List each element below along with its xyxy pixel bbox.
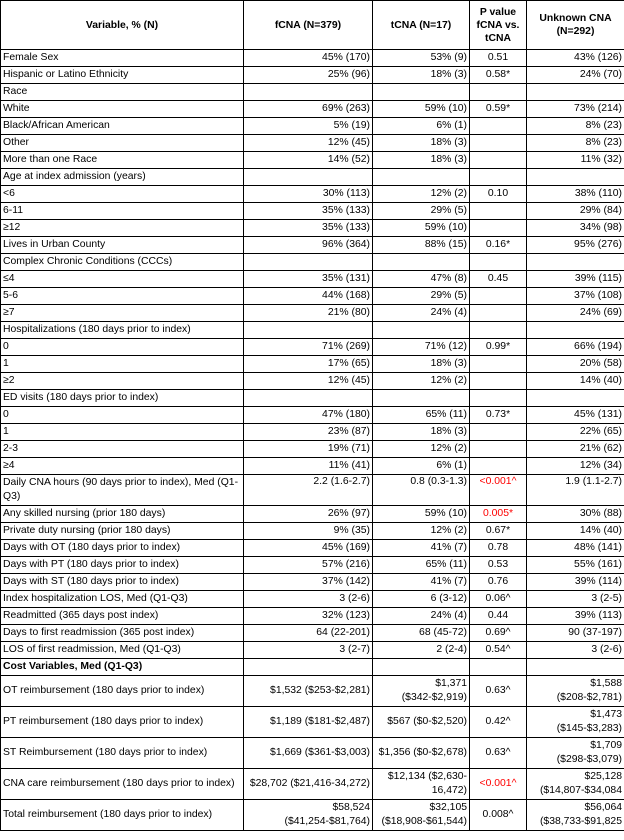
unknown-cna-cell: 8% (23) <box>527 135 624 152</box>
unknown-cna-cell: 45% (131) <box>527 407 624 424</box>
fcna-cell: 5% (19) <box>244 118 373 135</box>
unknown-cna-cell: 21% (62) <box>527 441 624 458</box>
table-row <box>1 135 624 152</box>
fcna-cell: 3 (2-6) <box>244 591 373 608</box>
unknown-cna-cell: 3 (2-5) <box>527 591 624 608</box>
table-row <box>1 220 624 237</box>
tcna-cell: 18% (3) <box>373 67 470 84</box>
tcna-cell <box>373 169 470 186</box>
p-value-cell: 0.008^ <box>470 800 527 831</box>
p-value-cell: 0.63^ <box>470 676 527 707</box>
unknown-cna-cell: 29% (84) <box>527 203 624 220</box>
fcna-cell: 35% (131) <box>244 271 373 288</box>
unknown-cna-cell: 11% (32) <box>527 152 624 169</box>
tcna-cell: 18% (3) <box>373 424 470 441</box>
row-label: PT reimbursement (180 days prior to index) <box>1 707 244 738</box>
unknown-cna-cell: $25,128 ($14,807-$34,084 <box>527 769 624 800</box>
row-label: Other <box>1 135 244 152</box>
tcna-cell: 59% (10) <box>373 101 470 118</box>
row-label: ≥7 <box>1 305 244 322</box>
fcna-cell: $28,702 ($21,416-34,272) <box>244 769 373 800</box>
table-row <box>1 574 624 591</box>
row-label: 5-6 <box>1 288 244 305</box>
table-row <box>1 356 624 373</box>
tcna-cell: $12,134 ($2,630-16,472) <box>373 769 470 800</box>
fcna-cell: 25% (96) <box>244 67 373 84</box>
row-label: Days with ST (180 days prior to index) <box>1 574 244 591</box>
fcna-cell: 2.2 (1.6-2.7) <box>244 475 373 506</box>
tcna-cell <box>373 390 470 407</box>
fcna-cell: 69% (263) <box>244 101 373 118</box>
p-value-cell: 0.10 <box>470 186 527 203</box>
row-label: 0 <box>1 407 244 424</box>
unknown-cna-cell: 20% (58) <box>527 356 624 373</box>
p-value-cell <box>470 220 527 237</box>
row-label: ≤4 <box>1 271 244 288</box>
fcna-cell <box>244 254 373 271</box>
fcna-cell: 26% (97) <box>244 506 373 523</box>
p-value-cell <box>470 305 527 322</box>
tcna-cell: 53% (9) <box>373 50 470 67</box>
unknown-cna-cell: 43% (126) <box>527 50 624 67</box>
p-value-cell: 0.63^ <box>470 738 527 769</box>
tcna-cell: 29% (5) <box>373 288 470 305</box>
table-row <box>1 271 624 288</box>
table-row <box>1 118 624 135</box>
unknown-cna-cell: 14% (40) <box>527 373 624 390</box>
fcna-cell: 30% (113) <box>244 186 373 203</box>
p-value-cell <box>470 659 527 676</box>
table-row <box>1 738 624 769</box>
row-label: 0 <box>1 339 244 356</box>
header-unknown-cna: Unknown CNA (N=292) <box>527 1 624 50</box>
unknown-cna-cell: 22% (65) <box>527 424 624 441</box>
tcna-cell: 29% (5) <box>373 203 470 220</box>
p-value-cell: 0.005* <box>470 506 527 523</box>
fcna-cell: 37% (142) <box>244 574 373 591</box>
unknown-cna-cell: 38% (110) <box>527 186 624 203</box>
tcna-cell <box>373 659 470 676</box>
tcna-cell: 24% (4) <box>373 305 470 322</box>
table-row <box>1 769 624 800</box>
p-value-cell: 0.69^ <box>470 625 527 642</box>
unknown-cna-cell: 14% (40) <box>527 523 624 540</box>
fcna-cell <box>244 322 373 339</box>
row-label: Days with PT (180 days prior to index) <box>1 557 244 574</box>
tcna-cell: 59% (10) <box>373 506 470 523</box>
tcna-cell: 59% (10) <box>373 220 470 237</box>
p-value-cell <box>470 152 527 169</box>
fcna-cell: $58,524 ($41,254-$81,764) <box>244 800 373 831</box>
section-label: ED visits (180 days prior to index) <box>1 390 244 407</box>
table-row <box>1 642 624 659</box>
row-label: OT reimbursement (180 days prior to index) <box>1 676 244 707</box>
tcna-cell: $1,371 ($342-$2,919) <box>373 676 470 707</box>
p-value-cell: 0.06^ <box>470 591 527 608</box>
p-value-cell: 0.42^ <box>470 707 527 738</box>
table-row <box>1 305 624 322</box>
table-row <box>1 84 624 101</box>
p-value-cell: <0.001^ <box>470 769 527 800</box>
fcna-cell: 57% (216) <box>244 557 373 574</box>
tcna-cell <box>373 322 470 339</box>
row-label: ST Reimbursement (180 days prior to index) <box>1 738 244 769</box>
unknown-cna-cell: 37% (108) <box>527 288 624 305</box>
table-row <box>1 506 624 523</box>
row-label: Index hospitalization LOS, Med (Q1-Q3) <box>1 591 244 608</box>
row-label: White <box>1 101 244 118</box>
p-value-cell <box>470 135 527 152</box>
unknown-cna-cell <box>527 169 624 186</box>
unknown-cna-cell <box>527 322 624 339</box>
tcna-cell: 12% (2) <box>373 523 470 540</box>
fcna-cell: 45% (169) <box>244 540 373 557</box>
p-value-cell: 0.67* <box>470 523 527 540</box>
row-label: Daily CNA hours (90 days prior to index), Med (Q1-Q3) <box>1 475 244 506</box>
fcna-cell <box>244 84 373 101</box>
tcna-cell: 6% (1) <box>373 458 470 475</box>
p-value-cell <box>470 356 527 373</box>
table-row <box>1 50 624 67</box>
tcna-cell: 12% (2) <box>373 441 470 458</box>
p-value-cell <box>470 254 527 271</box>
tcna-cell: $32,105 ($18,908-$61,544) <box>373 800 470 831</box>
unknown-cna-cell: 39% (115) <box>527 271 624 288</box>
table-row <box>1 608 624 625</box>
row-label: More than one Race <box>1 152 244 169</box>
table-row <box>1 676 624 707</box>
unknown-cna-cell: $56,064 ($38,733-$91,825 <box>527 800 624 831</box>
p-value-cell: 0.73* <box>470 407 527 424</box>
fcna-cell: 11% (41) <box>244 458 373 475</box>
row-label: Female Sex <box>1 50 244 67</box>
p-value-cell: 0.78 <box>470 540 527 557</box>
row-label: ≥2 <box>1 373 244 390</box>
tcna-cell: 88% (15) <box>373 237 470 254</box>
table-row <box>1 458 624 475</box>
unknown-cna-cell: 24% (70) <box>527 67 624 84</box>
tcna-cell <box>373 254 470 271</box>
p-value-cell <box>470 458 527 475</box>
unknown-cna-cell: 30% (88) <box>527 506 624 523</box>
row-label: Private duty nursing (prior 180 days) <box>1 523 244 540</box>
unknown-cna-cell: 8% (23) <box>527 118 624 135</box>
unknown-cna-cell: 66% (194) <box>527 339 624 356</box>
tcna-cell: 18% (3) <box>373 356 470 373</box>
unknown-cna-cell: $1,588 ($208-$2,781) <box>527 676 624 707</box>
fcna-cell: 23% (87) <box>244 424 373 441</box>
tcna-cell: 18% (3) <box>373 135 470 152</box>
table-row <box>1 659 624 676</box>
tcna-cell: 41% (7) <box>373 574 470 591</box>
tcna-cell: 6 (3-12) <box>373 591 470 608</box>
table-row <box>1 101 624 118</box>
unknown-cna-cell <box>527 659 624 676</box>
fcna-cell: $1,669 ($361-$3,003) <box>244 738 373 769</box>
header-p-value: P value fCNA vs. tCNA <box>470 1 527 50</box>
unknown-cna-cell: 34% (98) <box>527 220 624 237</box>
p-value-cell: 0.44 <box>470 608 527 625</box>
table-row <box>1 441 624 458</box>
table-row <box>1 800 624 831</box>
table-row <box>1 373 624 390</box>
unknown-cna-cell: 55% (161) <box>527 557 624 574</box>
p-value-cell: 0.16* <box>470 237 527 254</box>
fcna-cell: 3 (2-7) <box>244 642 373 659</box>
table-row <box>1 169 624 186</box>
p-value-cell: 0.51 <box>470 50 527 67</box>
fcna-cell: 21% (80) <box>244 305 373 322</box>
tcna-cell: 2 (2-4) <box>373 642 470 659</box>
fcna-cell <box>244 659 373 676</box>
tcna-cell: 24% (4) <box>373 608 470 625</box>
fcna-cell <box>244 169 373 186</box>
table-row <box>1 523 624 540</box>
p-value-cell: 0.99* <box>470 339 527 356</box>
p-value-cell: 0.45 <box>470 271 527 288</box>
fcna-cell: 71% (269) <box>244 339 373 356</box>
unknown-cna-cell: 12% (34) <box>527 458 624 475</box>
fcna-cell: 32% (123) <box>244 608 373 625</box>
table-row <box>1 254 624 271</box>
table-row <box>1 186 624 203</box>
fcna-cell: 19% (71) <box>244 441 373 458</box>
row-label: <6 <box>1 186 244 203</box>
tcna-cell: 71% (12) <box>373 339 470 356</box>
unknown-cna-cell: 90 (37-197) <box>527 625 624 642</box>
row-label: Days with OT (180 days prior to index) <box>1 540 244 557</box>
p-value-cell: 0.59* <box>470 101 527 118</box>
p-value-cell: <0.001^ <box>470 475 527 506</box>
row-label: Black/African American <box>1 118 244 135</box>
section-label: Complex Chronic Conditions (CCCs) <box>1 254 244 271</box>
tcna-cell: 12% (2) <box>373 186 470 203</box>
fcna-cell: 9% (35) <box>244 523 373 540</box>
unknown-cna-cell: 39% (114) <box>527 574 624 591</box>
unknown-cna-cell: 24% (69) <box>527 305 624 322</box>
unknown-cna-cell: 39% (113) <box>527 608 624 625</box>
table-row <box>1 288 624 305</box>
fcna-cell: 47% (180) <box>244 407 373 424</box>
tcna-cell <box>373 84 470 101</box>
unknown-cna-cell <box>527 84 624 101</box>
table-row <box>1 339 624 356</box>
unknown-cna-cell <box>527 390 624 407</box>
table-row <box>1 322 624 339</box>
row-label: Hispanic or Latino Ethnicity <box>1 67 244 84</box>
table-row <box>1 203 624 220</box>
table-row <box>1 407 624 424</box>
row-label: Readmitted (365 days post index) <box>1 608 244 625</box>
tcna-cell: 65% (11) <box>373 407 470 424</box>
header-fcna: fCNA (N=379) <box>244 1 373 50</box>
header-row <box>1 1 624 50</box>
section-label: Race <box>1 84 244 101</box>
tcna-cell: 41% (7) <box>373 540 470 557</box>
row-label: Lives in Urban County <box>1 237 244 254</box>
tcna-cell: 12% (2) <box>373 373 470 390</box>
p-value-cell <box>470 169 527 186</box>
fcna-cell: 96% (364) <box>244 237 373 254</box>
fcna-cell: 17% (65) <box>244 356 373 373</box>
fcna-cell: 64 (22-201) <box>244 625 373 642</box>
tcna-cell: 47% (8) <box>373 271 470 288</box>
fcna-cell: $1,532 ($253-$2,281) <box>244 676 373 707</box>
p-value-cell: 0.58* <box>470 67 527 84</box>
section-label: Age at index admission (years) <box>1 169 244 186</box>
header-tcna: tCNA (N=17) <box>373 1 470 50</box>
unknown-cna-cell: 3 (2-6) <box>527 642 624 659</box>
unknown-cna-cell: $1,473 ($145-$3,283) <box>527 707 624 738</box>
p-value-cell <box>470 322 527 339</box>
p-value-cell: 0.54^ <box>470 642 527 659</box>
table-row <box>1 67 624 84</box>
p-value-cell <box>470 288 527 305</box>
table-row <box>1 540 624 557</box>
tcna-cell: 18% (3) <box>373 152 470 169</box>
p-value-cell <box>470 373 527 390</box>
section-label: Hospitalizations (180 days prior to index) <box>1 322 244 339</box>
row-label: LOS of first readmission, Med (Q1-Q3) <box>1 642 244 659</box>
table-row <box>1 475 624 506</box>
fcna-cell: 14% (52) <box>244 152 373 169</box>
fcna-cell: 12% (45) <box>244 135 373 152</box>
row-label: 6-11 <box>1 203 244 220</box>
row-label: ≥4 <box>1 458 244 475</box>
row-label: 1 <box>1 424 244 441</box>
row-label: 1 <box>1 356 244 373</box>
table-row <box>1 591 624 608</box>
p-value-cell <box>470 441 527 458</box>
row-label: 2-3 <box>1 441 244 458</box>
tcna-cell: 65% (11) <box>373 557 470 574</box>
unknown-cna-cell: 1.9 (1.1-2.7) <box>527 475 624 506</box>
unknown-cna-cell <box>527 254 624 271</box>
tcna-cell: 68 (45-72) <box>373 625 470 642</box>
section-label: Cost Variables, Med (Q1-Q3) <box>1 659 244 676</box>
p-value-cell: 0.53 <box>470 557 527 574</box>
table-row <box>1 237 624 254</box>
row-label: Days to first readmission (365 post index) <box>1 625 244 642</box>
tcna-cell: 6% (1) <box>373 118 470 135</box>
tcna-cell: $1,356 ($0-$2,678) <box>373 738 470 769</box>
unknown-cna-cell: $1,709 ($298-$3,079) <box>527 738 624 769</box>
p-value-cell <box>470 424 527 441</box>
header-variable: Variable, % (N) <box>1 1 244 50</box>
p-value-cell <box>470 203 527 220</box>
p-value-cell: 0.76 <box>470 574 527 591</box>
table-row <box>1 390 624 407</box>
fcna-cell: 44% (168) <box>244 288 373 305</box>
table-row <box>1 625 624 642</box>
table-row <box>1 707 624 738</box>
p-value-cell <box>470 118 527 135</box>
unknown-cna-cell: 95% (276) <box>527 237 624 254</box>
fcna-cell <box>244 390 373 407</box>
unknown-cna-cell: 48% (141) <box>527 540 624 557</box>
fcna-cell: $1,189 ($181-$2,487) <box>244 707 373 738</box>
table-row <box>1 152 624 169</box>
p-value-cell <box>470 84 527 101</box>
fcna-cell: 12% (45) <box>244 373 373 390</box>
row-label: Any skilled nursing (prior 180 days) <box>1 506 244 523</box>
row-label: Total reimbursement (180 days prior to index) <box>1 800 244 831</box>
table-row <box>1 557 624 574</box>
tcna-cell: 0.8 (0.3-1.3) <box>373 475 470 506</box>
fcna-cell: 45% (170) <box>244 50 373 67</box>
p-value-cell <box>470 390 527 407</box>
row-label: ≥12 <box>1 220 244 237</box>
fcna-cell: 35% (133) <box>244 220 373 237</box>
unknown-cna-cell: 73% (214) <box>527 101 624 118</box>
fcna-cell: 35% (133) <box>244 203 373 220</box>
tcna-cell: $567 ($0-$2,520) <box>373 707 470 738</box>
row-label: CNA care reimbursement (180 days prior to index) <box>1 769 244 800</box>
table-row <box>1 424 624 441</box>
